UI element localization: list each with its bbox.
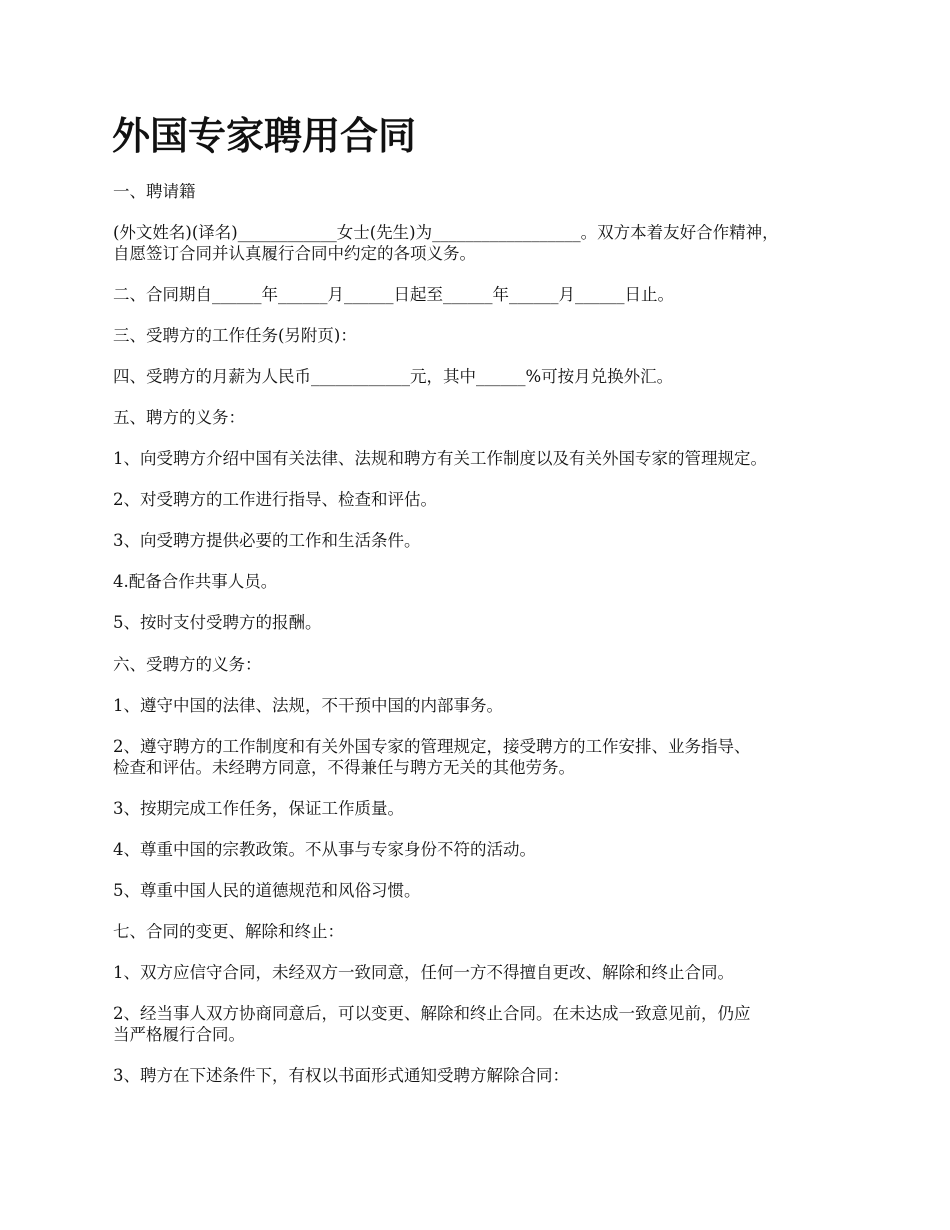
paragraph-line: 1、向受聘方介绍中国有关法律、法规和聘方有关工作制度以及有关外国专家的管理规定。 bbox=[113, 449, 767, 468]
paragraph bbox=[113, 654, 262, 675]
paragraph bbox=[113, 962, 734, 983]
paragraph-line: 当严格履行合同。 bbox=[113, 1025, 245, 1044]
paragraph bbox=[113, 530, 421, 551]
paragraph-line: 五、聘方的义务： bbox=[113, 408, 245, 427]
paragraph bbox=[113, 798, 404, 819]
paragraph-line: 3、向受聘方提供必要的工作和生活条件。 bbox=[113, 531, 421, 550]
paragraph-line: 5、按时支付受聘方的报酬。 bbox=[113, 613, 322, 632]
paragraph-line: 1、双方应信守合同，未经双方一致同意，任何一方不得擅自更改、解除和终止合同。 bbox=[113, 963, 734, 982]
paragraph bbox=[113, 1065, 569, 1086]
paragraph bbox=[113, 612, 322, 633]
paragraph-line: 六、受聘方的义务： bbox=[113, 655, 262, 674]
paragraph-line: (外文姓名)(译名)____________女士(先生)为__________________。双方本着友好合作精神， bbox=[113, 223, 779, 242]
paragraph bbox=[113, 571, 277, 592]
paragraph bbox=[113, 448, 767, 469]
paragraph bbox=[113, 839, 536, 860]
paragraph-line: 4.配备合作共事人员。 bbox=[113, 572, 278, 591]
paragraph-line: 3、聘方在下述条件下，有权以书面形式通知受聘方解除合同： bbox=[113, 1066, 569, 1085]
paragraph bbox=[113, 325, 357, 346]
paragraph bbox=[113, 181, 196, 202]
paragraph-line: 三、受聘方的工作任务(另附页)： bbox=[113, 326, 357, 345]
paragraph bbox=[113, 489, 437, 510]
paragraph bbox=[113, 222, 779, 264]
paragraph-line: 自愿签订合同并认真履行合同中约定的各项义务。 bbox=[113, 244, 476, 263]
paragraph bbox=[113, 366, 673, 387]
paragraph bbox=[113, 921, 344, 942]
document-title: 外国专家聘用合同 bbox=[112, 113, 417, 158]
paragraph-line: 一、聘请籍 bbox=[113, 182, 196, 201]
paragraph-line: 四、受聘方的月薪为人民币____________元，其中______%可按月兑换外汇。 bbox=[113, 367, 674, 386]
paragraph bbox=[113, 407, 245, 428]
paragraph-line: 2、经当事人双方协商同意后，可以变更、解除和终止合同。在未达成一致意见前，仍应 bbox=[113, 1004, 751, 1023]
paragraph-line: 4、尊重中国的宗教政策。不从事与专家身份不符的活动。 bbox=[113, 840, 536, 859]
paragraph-line: 2、遵守聘方的工作制度和有关外国专家的管理规定，接受聘方的工作安排、业务指导、 bbox=[113, 737, 751, 756]
paragraph bbox=[113, 880, 421, 901]
paragraph-line: 检查和评估。未经聘方同意，不得兼任与聘方无关的其他劳务。 bbox=[113, 758, 575, 777]
paragraph-line: 3、按期完成工作任务，保证工作质量。 bbox=[113, 799, 404, 818]
paragraph bbox=[113, 736, 751, 778]
paragraph-line: 七、合同的变更、解除和终止： bbox=[113, 922, 344, 941]
paragraph-line: 5、尊重中国人民的道德规范和风俗习惯。 bbox=[113, 881, 421, 900]
paragraph bbox=[113, 1003, 751, 1045]
paragraph-line: 1、遵守中国的法律、法规，不干预中国的内部事务。 bbox=[113, 696, 503, 715]
paragraph bbox=[113, 284, 674, 305]
paragraph-line: 2、对受聘方的工作进行指导、检查和评估。 bbox=[113, 490, 437, 509]
paragraph-line: 二、合同期自______年______月______日起至______年______月______日止。 bbox=[113, 285, 674, 304]
paragraph bbox=[113, 695, 503, 716]
